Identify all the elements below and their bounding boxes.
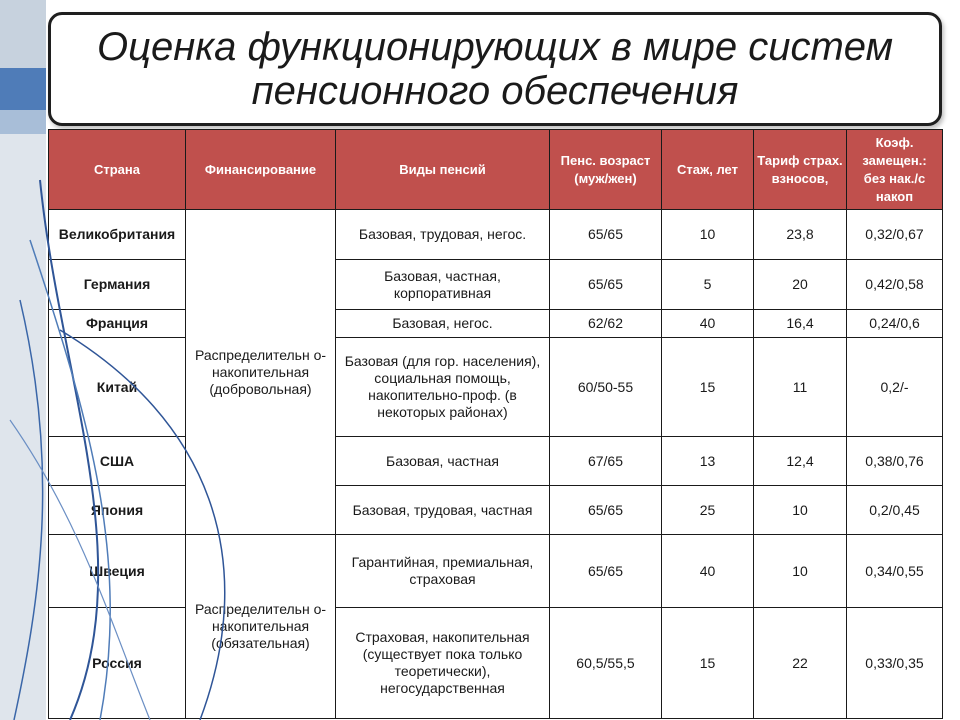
coef-cell: 0,38/0,76 bbox=[847, 437, 943, 486]
coef-cell: 0,2/0,45 bbox=[847, 486, 943, 535]
table-row bbox=[49, 437, 943, 486]
experience-cell: 5 bbox=[662, 260, 754, 310]
table-row bbox=[49, 338, 943, 437]
pension-systems-table bbox=[48, 129, 943, 719]
country-cell: Швеция bbox=[49, 535, 186, 608]
header-tariff: Тариф страх. взносов, bbox=[754, 130, 847, 210]
age-cell: 62/62 bbox=[550, 310, 662, 338]
page-title: Оценка функционирующих в мире систем пенсионного обеспечения bbox=[97, 25, 893, 113]
pension-types-cell: Базовая, негос. bbox=[336, 310, 550, 338]
table-row bbox=[49, 310, 943, 338]
experience-cell: 15 bbox=[662, 608, 754, 719]
country-cell: Япония bbox=[49, 486, 186, 535]
table-row bbox=[49, 486, 943, 535]
table-header-row bbox=[49, 130, 943, 210]
pension-types-cell: Страховая, накопительная (существует пока только теоретически), негосударственная bbox=[336, 608, 550, 719]
coef-cell: 0,34/0,55 bbox=[847, 535, 943, 608]
header-financing: Финансирование bbox=[186, 130, 336, 210]
header-country: Страна bbox=[49, 130, 186, 210]
coef-cell: 0,24/0,6 bbox=[847, 310, 943, 338]
tariff-cell: 12,4 bbox=[754, 437, 847, 486]
title-box bbox=[48, 12, 942, 126]
financing-cell: Распределительн о- накопительная (обязательная) bbox=[186, 535, 336, 719]
country-cell: Россия bbox=[49, 608, 186, 719]
pension-types-cell: Гарантийная, премиальная, страховая bbox=[336, 535, 550, 608]
tariff-cell: 23,8 bbox=[754, 210, 847, 260]
country-cell: Германия bbox=[49, 260, 186, 310]
tariff-cell: 11 bbox=[754, 338, 847, 437]
strip-band bbox=[0, 134, 46, 720]
experience-cell: 25 bbox=[662, 486, 754, 535]
experience-cell: 15 bbox=[662, 338, 754, 437]
pension-types-cell: Базовая, трудовая, негос. bbox=[336, 210, 550, 260]
pension-types-cell: Базовая, частная, корпоративная bbox=[336, 260, 550, 310]
header-replacement-coef: Коэф. замещен.: без нак./с накоп bbox=[847, 130, 943, 210]
coef-cell: 0,33/0,35 bbox=[847, 608, 943, 719]
age-cell: 65/65 bbox=[550, 260, 662, 310]
header-pension-types: Виды пенсий bbox=[336, 130, 550, 210]
tariff-cell: 10 bbox=[754, 486, 847, 535]
strip-band bbox=[0, 0, 46, 68]
experience-cell: 10 bbox=[662, 210, 754, 260]
age-cell: 60/50-55 bbox=[550, 338, 662, 437]
experience-cell: 40 bbox=[662, 310, 754, 338]
header-experience: Стаж, лет bbox=[662, 130, 754, 210]
table-row bbox=[49, 260, 943, 310]
tariff-cell: 20 bbox=[754, 260, 847, 310]
table-row bbox=[49, 535, 943, 608]
left-decorative-strip bbox=[0, 0, 46, 720]
country-cell: Франция bbox=[49, 310, 186, 338]
experience-cell: 40 bbox=[662, 535, 754, 608]
coef-cell: 0,42/0,58 bbox=[847, 260, 943, 310]
age-cell: 67/65 bbox=[550, 437, 662, 486]
strip-band-accent bbox=[0, 68, 46, 110]
country-cell: США bbox=[49, 437, 186, 486]
pension-types-cell: Базовая, частная bbox=[336, 437, 550, 486]
table-row bbox=[49, 210, 943, 260]
age-cell: 65/65 bbox=[550, 486, 662, 535]
tariff-cell: 16,4 bbox=[754, 310, 847, 338]
table-row bbox=[49, 608, 943, 719]
coef-cell: 0,32/0,67 bbox=[847, 210, 943, 260]
country-cell: Великобритания bbox=[49, 210, 186, 260]
tariff-cell: 22 bbox=[754, 608, 847, 719]
strip-band bbox=[0, 110, 46, 134]
country-cell: Китай bbox=[49, 338, 186, 437]
age-cell: 65/65 bbox=[550, 210, 662, 260]
pension-types-cell: Базовая, трудовая, частная bbox=[336, 486, 550, 535]
pension-types-cell: Базовая (для гор. населения), социальная помощь, накопительно-проф. (в некоторых районах) bbox=[336, 338, 550, 437]
age-cell: 65/65 bbox=[550, 535, 662, 608]
coef-cell: 0,2/- bbox=[847, 338, 943, 437]
financing-cell: Распределительн о- накопительная (добровольная) bbox=[186, 210, 336, 535]
header-retirement-age: Пенс. возраст (муж/жен) bbox=[550, 130, 662, 210]
age-cell: 60,5/55,5 bbox=[550, 608, 662, 719]
tariff-cell: 10 bbox=[754, 535, 847, 608]
experience-cell: 13 bbox=[662, 437, 754, 486]
